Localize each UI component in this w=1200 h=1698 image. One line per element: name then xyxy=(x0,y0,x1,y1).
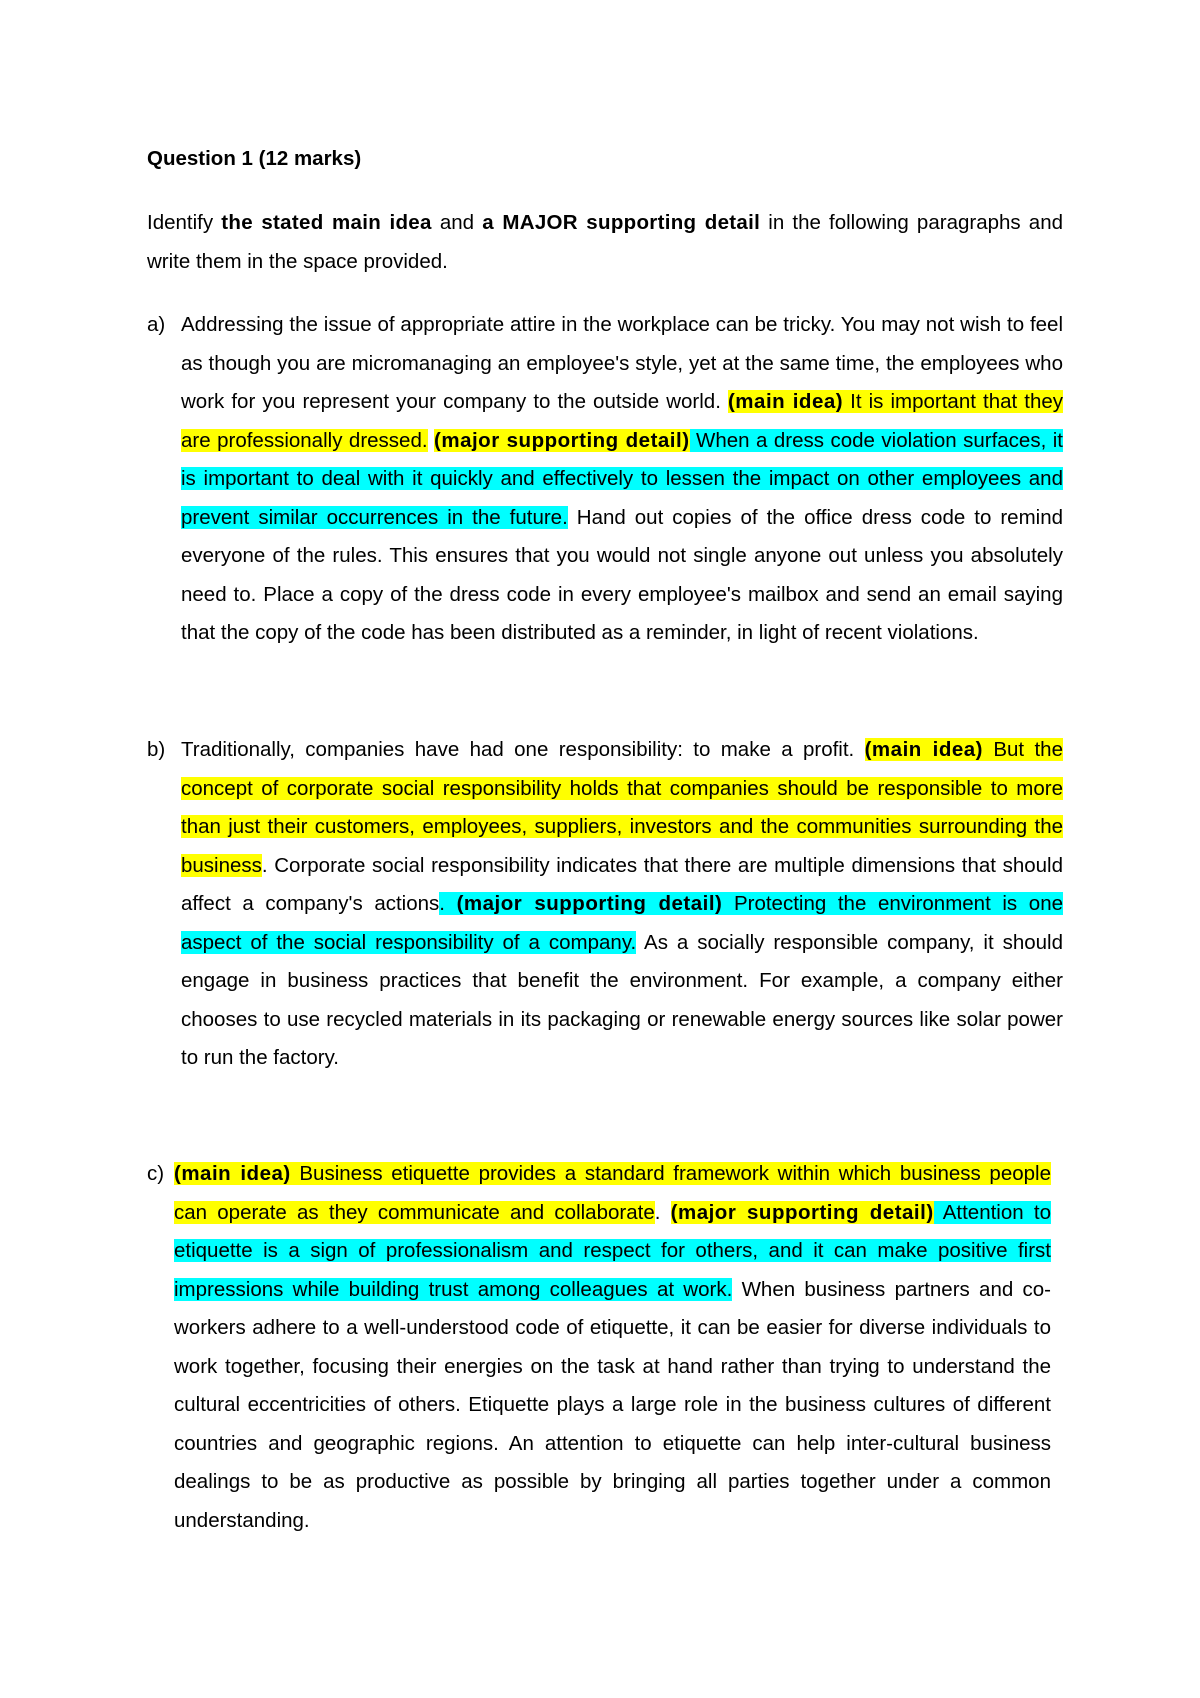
instruction-emphasis-main-idea: the stated main idea xyxy=(221,211,432,234)
main-idea-text: But the concept of corporate social responsibility holds that companies should be responsible to more than just their customers, employees, suppliers, investors and the communities surrounding the business xyxy=(181,738,1063,877)
question-title: Question 1 (12 marks) xyxy=(147,147,362,170)
instruction-emphasis-supporting-detail: a MAJOR supporting detail xyxy=(482,211,761,234)
main-idea-text: It is important that they are professionally dressed. xyxy=(181,390,1064,452)
main-idea-label: (main idea) xyxy=(174,1162,291,1185)
supporting-detail-label: (major supporting detail) xyxy=(434,428,690,452)
paragraph-text: . xyxy=(654,1200,671,1224)
instruction-text: Identify xyxy=(147,211,222,234)
instruction-text: and xyxy=(431,211,483,234)
question-instructions xyxy=(147,204,1063,281)
supporting-detail-label: (major supporting detail) xyxy=(456,892,723,915)
item-marker: a) xyxy=(147,313,166,336)
paragraph-text: Hand out copies of the office dress code to remind everyone of the rules. This ensures that you would not single anyone out unless you absolutely need to. Place a copy of the dress code in every employee's mailbox and send an email saying that the copy of the code has been distributed as a reminder, in light of recent violations. xyxy=(181,505,1063,644)
supporting-detail-label: (major supporting detail) xyxy=(670,1200,934,1224)
main-idea-label: (main idea) xyxy=(864,738,983,761)
instruction-text: in the following paragraphs and write them in the space provided. xyxy=(147,211,1063,273)
supporting-detail-lead: . xyxy=(439,892,457,915)
item-marker: b) xyxy=(147,738,166,761)
paragraph-text: As a socially responsible company, it should engage in business practices that benefit the environment. For example, a company either chooses to use recycled materials in its packaging or renewable energy sources like solar power to run the factory. xyxy=(181,930,1064,1069)
paragraph-body xyxy=(181,731,1063,1078)
supporting-detail-text: When a dress code violation surfaces, it is important to deal with it quickly and effectively to lessen the impact on other employees and prevent similar occurrences in the future. xyxy=(181,428,1063,529)
paragraph-text: . Corporate social responsibility indicates that there are multiple dimensions that should affect a company's actions xyxy=(181,853,1063,915)
paragraph-text: Addressing the issue of appropriate attire in the workplace can be tricky. You may not wish to feel as though you are micromanaging an employee's style, yet at the same time, the employees who work for you represent your company to the outside world. xyxy=(181,313,1063,413)
supporting-detail-text: Protecting the environment is one aspect of the social responsibility of a company. xyxy=(181,892,1063,954)
paragraph-body xyxy=(181,306,1063,653)
main-idea-text: Business etiquette provides a standard framework within which business people can operate as they communicate and collaborate xyxy=(174,1162,1051,1224)
paragraph-body xyxy=(174,1155,1051,1540)
paragraph-text: Traditionally, companies have had one responsibility: to make a profit. xyxy=(181,738,865,761)
main-idea-label: (main idea) xyxy=(727,390,844,413)
paragraph-text: When business partners and co-workers adhere to a well-understood code of etiquette, it can be easier for diverse individuals to work together, focusing their energies on the task at hand rather than trying to understand the cultural eccentricities of others. Etiquette plays a large role in the business cultures of different countries and geographic regions. An attention to etiquette can help inter-cultural business dealings to be as productive as possible by bringing all parties together under a common understanding. xyxy=(174,1277,1051,1532)
item-marker: c) xyxy=(147,1162,165,1185)
supporting-detail-text: Attention to etiquette is a sign of professionalism and respect for others, and it can make positive first impressions while building trust among colleagues at work. xyxy=(174,1200,1051,1301)
